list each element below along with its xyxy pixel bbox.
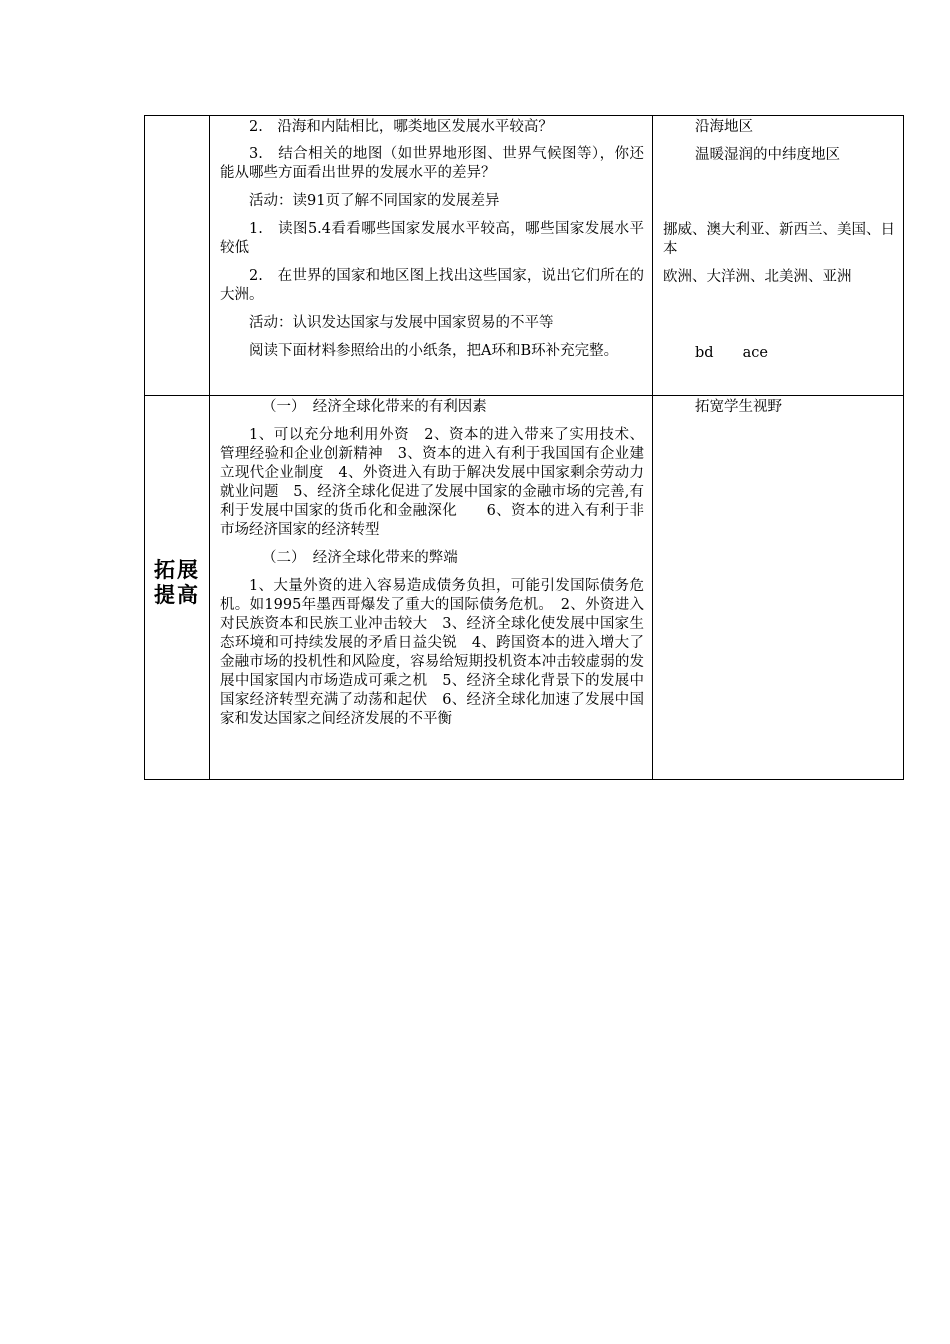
section-title: 拓展提高: [154, 558, 200, 607]
benefits-text: 1、可以充分地利用外资 2、资本的进入带来了实用技术、管理经验和企业创新精神 3、资本的进入有利于我国国有企业建立现代企业制度 4、外资进入有助于解决发展中国家剩余劳动力就业问题 5、经济全球化促进了发展中国家的金融市场的完善,有利于发展中国家的货币化和金融深化 6、资本的进入有利于非市场经济国家的经济转型: [220, 427, 644, 538]
answer-continents: 欧洲、大洋洲、北美洲、亚洲: [663, 269, 852, 285]
section-cell-empty: [145, 116, 210, 396]
question-map-differences: 3. 结合相关的地图（如世界地形图、世界气候图等），你还能从哪些方面看出世界的发展水平的差异？: [220, 146, 644, 181]
instruction-ring-completion: 阅读下面材料参照给出的小纸条，把A环和B环补充完整。: [249, 343, 619, 359]
heading-benefits: （一） 经济全球化带来的有利因素: [262, 399, 487, 415]
drawbacks-text: 1、大量外资的进入容易造成债务负担，可能引发国际债务危机。如1995年墨西哥爆发了重大的国际债务危机。 2、外资进入对民族资本和民族工业冲击较大 3、经济全球化使发展中国家生态环境和可持续发展的矛盾日益尖锐 4、跨国资本的进入增大了金融市场的投机性和风险度，容易给短期投机资本冲击较虚弱的发展中国家国内市场造成可乘之机 5、经济全球化背景下的发展中国家经济转型充满了动荡和起伏 6、经济全球化加速了发展中国家和发达国家之间经济发展的不平衡: [220, 578, 644, 727]
lesson-plan-table: [144, 115, 904, 780]
note-broaden-horizons: 拓宽学生视野: [695, 399, 782, 415]
question-figure-5-4: 1. 读图5.4看看哪些国家发展水平较高，哪些国家发展水平较低: [220, 221, 644, 256]
answer-rings: bd ace: [695, 345, 768, 361]
note-cell: [653, 396, 904, 780]
answer-climate-zone: 温暖湿润的中纬度地区: [695, 147, 840, 163]
answer-developed-countries: 挪威、澳大利亚、新西兰、美国、日本: [663, 222, 895, 257]
teaching-content-cell: [210, 116, 653, 396]
question-coastal-inland: 2. 沿海和内陆相比，哪类地区发展水平较高？: [249, 119, 553, 135]
table-row: [145, 116, 904, 396]
question-find-continents: 2. 在世界的国家和地区图上找出这些国家，说出它们所在的大洲。: [220, 268, 644, 303]
heading-drawbacks: （二） 经济全球化带来的弊端: [262, 550, 458, 566]
extension-content-cell: [210, 396, 653, 780]
activity-page-91: 活动：读91页了解不同国家的发展差异: [249, 193, 500, 209]
table-row: [145, 396, 904, 780]
answer-coastal: 沿海地区: [695, 119, 753, 135]
activity-trade-inequality: 活动：认识发达国家与发展中国家贸易的不平等: [249, 315, 554, 331]
answer-cell: [653, 116, 904, 396]
section-cell: [145, 396, 210, 780]
